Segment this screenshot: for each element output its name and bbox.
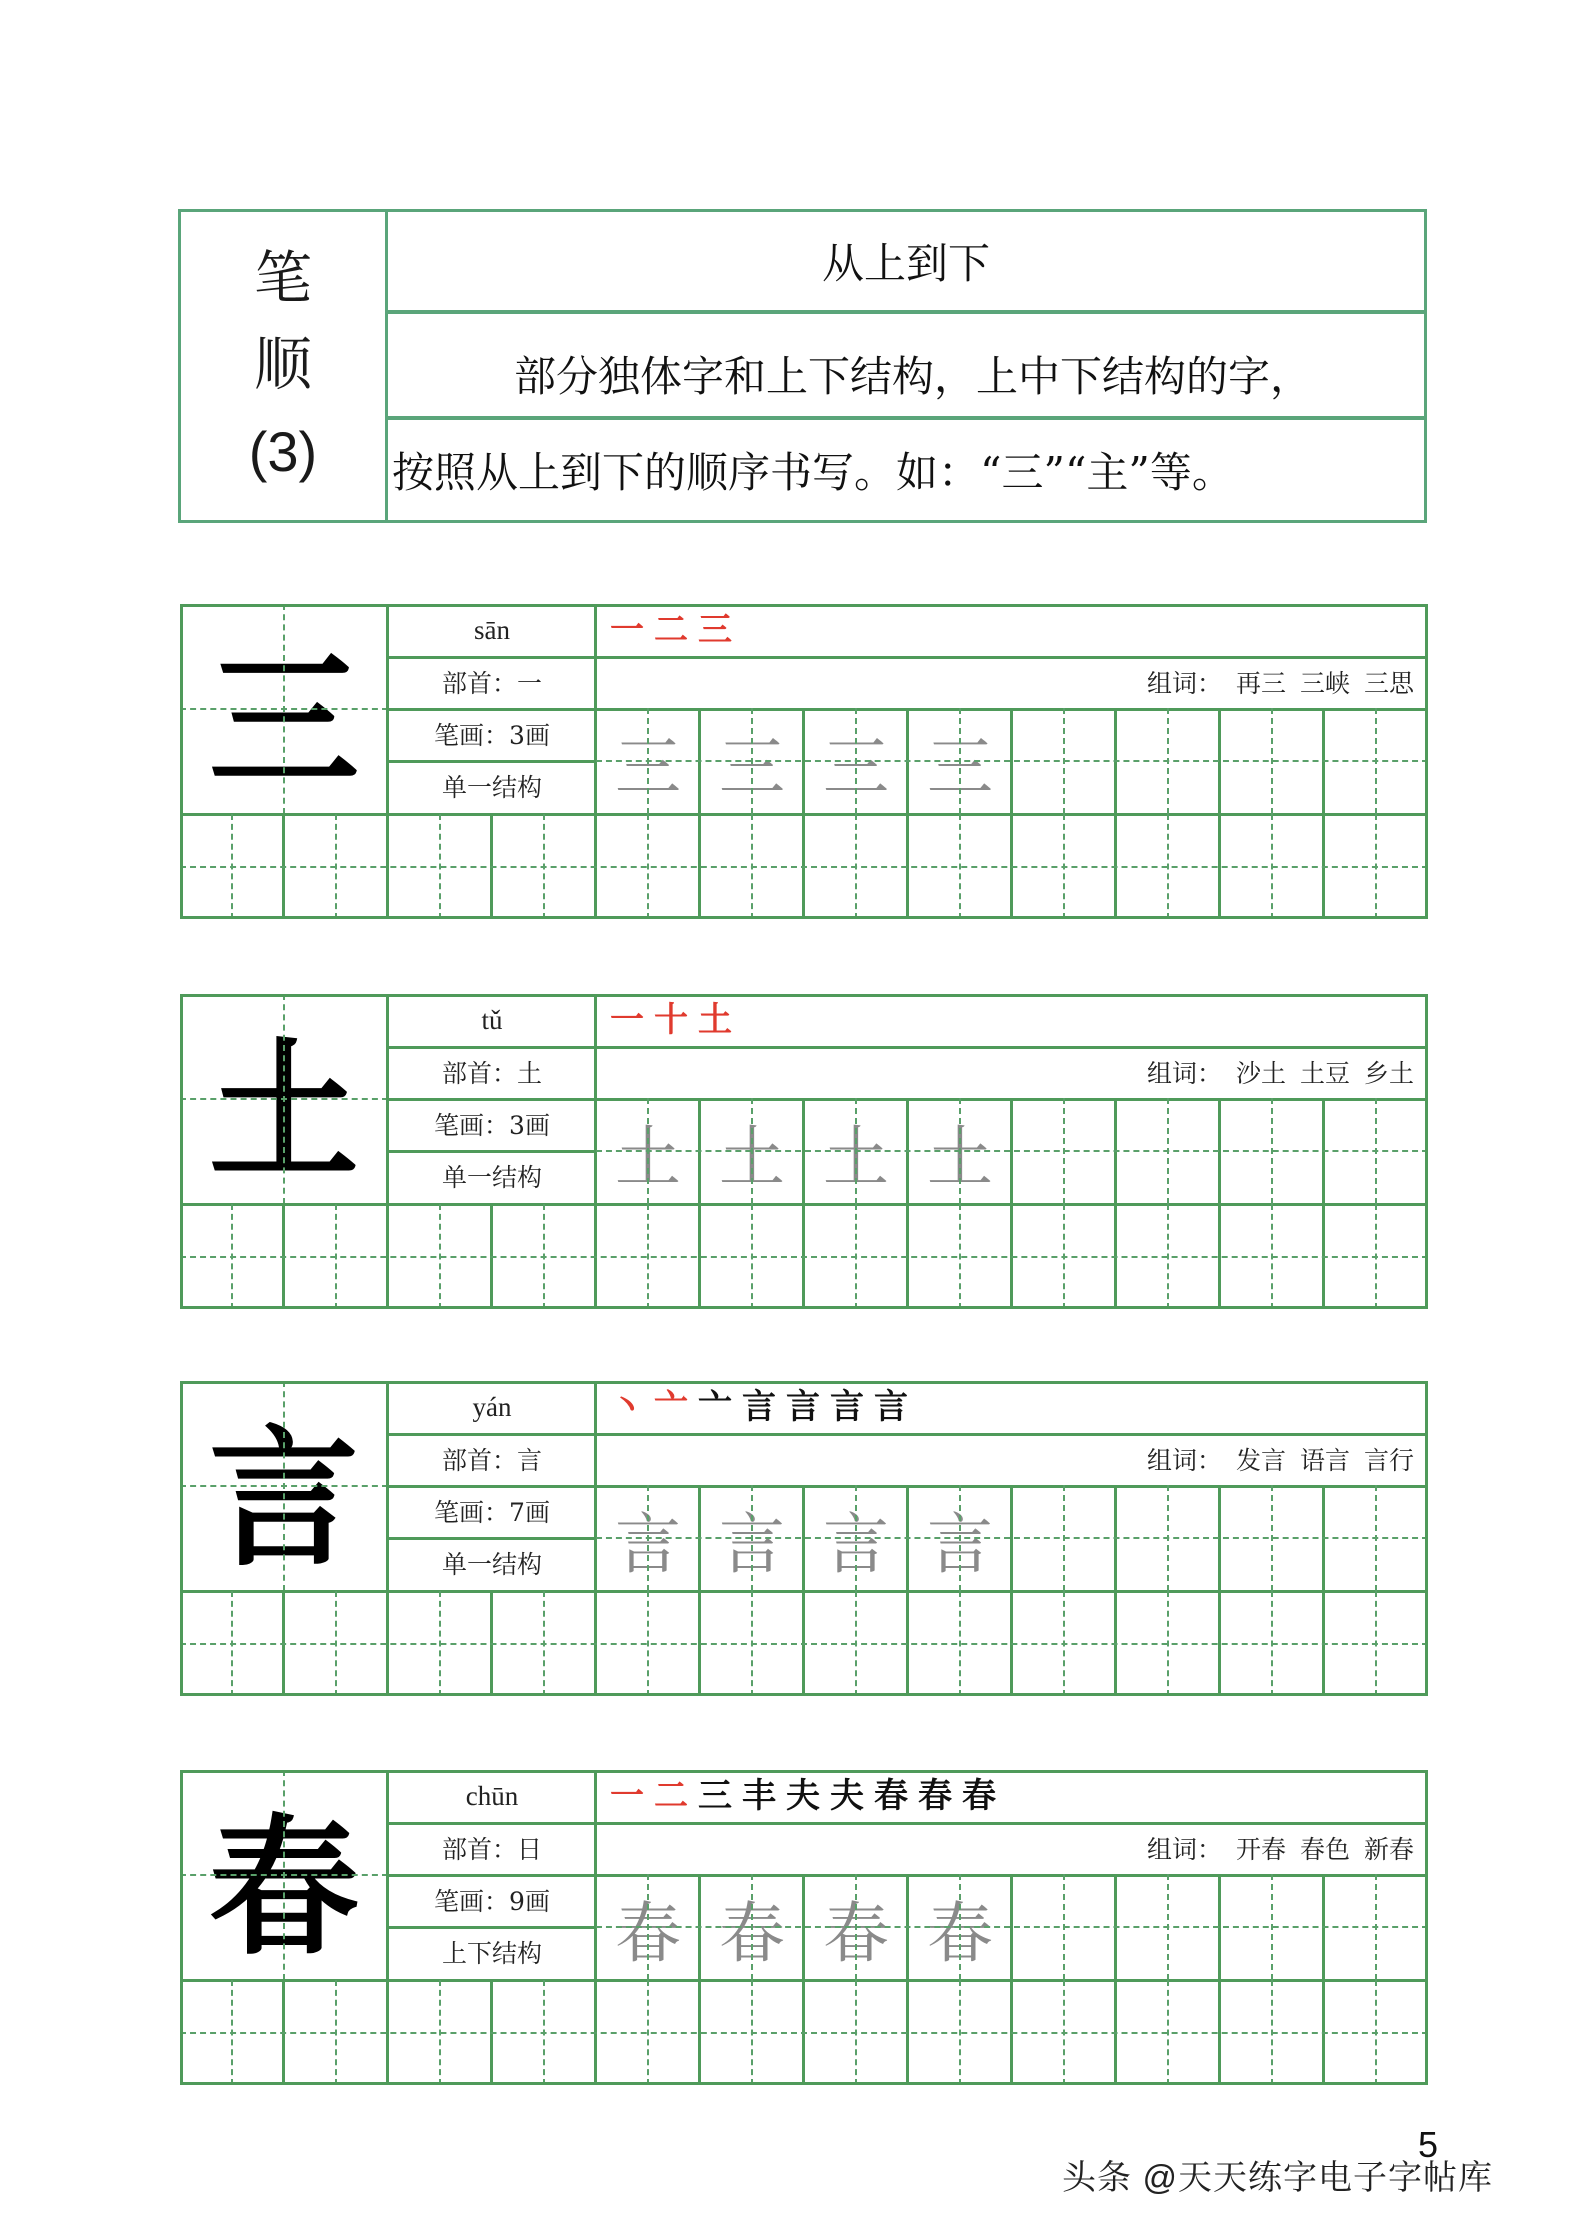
word-example: 沙土 <box>1235 1059 1286 1088</box>
grid-line <box>388 1098 596 1101</box>
guide-line <box>180 1643 1428 1645</box>
stroke-step: 丶 <box>610 1387 644 1427</box>
rule-heading: 从上到下 <box>388 212 1424 314</box>
grid-line <box>596 1433 1428 1436</box>
word-example: 春色 <box>1299 1835 1350 1864</box>
trace-character: 言 <box>615 1505 681 1583</box>
word-examples <box>596 1046 1428 1098</box>
stroke-step: 言 <box>874 1387 908 1427</box>
stroke-step: 三 <box>698 610 732 650</box>
radical: 部首：言 <box>441 1446 542 1475</box>
section-label-char-1: 笔 <box>253 244 312 312</box>
word-example: 新春 <box>1363 1835 1414 1864</box>
trace-character: 三 <box>615 728 681 806</box>
trace-character: 土 <box>719 1118 785 1196</box>
watermark: 头条 @天天练字电子字帖库 <box>1062 2159 1493 2197</box>
structure: 上下结构 <box>441 1939 542 1968</box>
stroke-step: 一 <box>610 610 644 650</box>
trace-character: 土 <box>615 1118 681 1196</box>
grid-line <box>388 1537 596 1540</box>
stroke-step: 一 <box>610 1776 644 1816</box>
stroke-step: 言 <box>742 1387 776 1427</box>
stroke-order <box>596 604 1428 656</box>
grid-line <box>388 1926 596 1929</box>
section-label <box>181 212 388 520</box>
grid-line <box>596 656 1428 659</box>
trace-character: 言 <box>823 1505 889 1583</box>
stroke-step: 十 <box>654 1000 688 1040</box>
main-character: 言 <box>208 1411 359 1587</box>
guide-line <box>596 1926 1428 1928</box>
stroke-count: 笔画：3画 <box>434 1111 550 1140</box>
guide-line <box>180 708 388 710</box>
guide-line <box>180 1874 388 1876</box>
section-label-char-2: 顺 <box>253 330 312 398</box>
stroke-step: 春 <box>962 1776 996 1816</box>
pinyin: tǔ <box>481 1004 503 1035</box>
stroke-count: 笔画：3画 <box>434 721 550 750</box>
stroke-order <box>596 994 1428 1046</box>
guide-line <box>180 866 1428 868</box>
word-example: 三思 <box>1363 669 1414 698</box>
intro-table <box>178 209 1427 523</box>
trace-character: 土 <box>823 1118 889 1196</box>
stroke-step: 亠 <box>654 1387 688 1427</box>
radical: 部首：土 <box>441 1059 542 1088</box>
radical: 部首：一 <box>441 669 542 698</box>
guide-line <box>180 1485 388 1487</box>
word-example: 言行 <box>1363 1446 1414 1475</box>
trace-character: 三 <box>719 728 785 806</box>
stroke-step: 一 <box>610 1000 644 1040</box>
grid-line <box>388 1046 596 1049</box>
stroke-step: 言 <box>786 1387 820 1427</box>
character-block <box>180 1770 1428 2085</box>
radical: 部首：日 <box>441 1835 542 1864</box>
grid-line <box>388 1822 596 1825</box>
character-block <box>180 1381 1428 1696</box>
guide-line <box>180 2032 1428 2034</box>
word-example: 再三 <box>1235 669 1286 698</box>
main-character: 春 <box>208 1800 359 1976</box>
trace-character: 三 <box>823 728 889 806</box>
guide-line <box>180 1098 388 1100</box>
grid-line <box>388 1433 596 1436</box>
trace-character: 言 <box>719 1505 785 1583</box>
stroke-step: 二 <box>654 610 688 650</box>
stroke-step: 春 <box>874 1776 908 1816</box>
rule-description-line-1: 部分独体字和上下结构，上中下结构的字， <box>388 314 1424 420</box>
stroke-step: 亠 <box>698 1387 732 1427</box>
rule-description-line-2: 按照从上到下的顺序书写。如：“三”“主”等。 <box>392 448 1234 497</box>
trace-character: 春 <box>719 1894 785 1972</box>
stroke-step: 夫 <box>830 1776 864 1816</box>
stroke-step: 夫 <box>786 1776 820 1816</box>
pinyin: yán <box>472 1391 512 1422</box>
words-label: 组词： <box>1146 1835 1222 1864</box>
grid-line <box>388 1874 596 1877</box>
grid-line <box>596 1046 1428 1049</box>
trace-character: 春 <box>615 1894 681 1972</box>
stroke-order <box>596 1770 1428 1822</box>
grid-line <box>596 1822 1428 1825</box>
word-example: 乡土 <box>1363 1059 1414 1088</box>
grid-line <box>388 708 596 711</box>
guide-line <box>596 760 1428 762</box>
guide-line <box>596 1537 1428 1539</box>
trace-character: 春 <box>927 1894 993 1972</box>
words-label: 组词： <box>1146 1446 1222 1475</box>
character-block <box>180 604 1428 919</box>
stroke-count: 笔画：9画 <box>434 1887 550 1916</box>
main-character: 三 <box>208 634 359 810</box>
trace-character: 三 <box>927 728 993 806</box>
stroke-step: 二 <box>654 1776 688 1816</box>
stroke-step: 土 <box>698 1000 732 1040</box>
word-example: 语言 <box>1299 1446 1350 1475</box>
character-block <box>180 994 1428 1309</box>
grid-line <box>388 1485 596 1488</box>
word-examples <box>596 1822 1428 1874</box>
structure: 单一结构 <box>441 1550 542 1579</box>
section-number: (3) <box>248 420 318 483</box>
word-example: 三峡 <box>1299 669 1350 698</box>
words-label: 组词： <box>1146 669 1222 698</box>
main-character: 土 <box>208 1024 359 1200</box>
stroke-step: 春 <box>918 1776 952 1816</box>
stroke-step: 言 <box>830 1387 864 1427</box>
page-number: 5 <box>1418 2124 1439 2165</box>
grid-line <box>388 760 596 763</box>
word-examples <box>596 1433 1428 1485</box>
grid-line <box>388 1150 596 1153</box>
trace-character: 言 <box>927 1505 993 1583</box>
words-label: 组词： <box>1146 1059 1222 1088</box>
structure: 单一结构 <box>441 1163 542 1192</box>
trace-character: 土 <box>927 1118 993 1196</box>
trace-character: 春 <box>823 1894 889 1972</box>
word-example: 土豆 <box>1299 1059 1350 1088</box>
stroke-order <box>596 1381 1428 1433</box>
word-example: 发言 <box>1235 1446 1286 1475</box>
guide-line <box>180 1256 1428 1258</box>
structure: 单一结构 <box>441 773 542 802</box>
grid-line <box>388 656 596 659</box>
guide-line <box>596 1150 1428 1152</box>
word-examples <box>596 656 1428 708</box>
stroke-step: 三 <box>698 1776 732 1816</box>
pinyin: chūn <box>465 1780 519 1811</box>
pinyin: sān <box>474 614 510 645</box>
stroke-step: 丰 <box>742 1776 776 1816</box>
word-example: 开春 <box>1235 1835 1286 1864</box>
stroke-count: 笔画：7画 <box>434 1498 550 1527</box>
